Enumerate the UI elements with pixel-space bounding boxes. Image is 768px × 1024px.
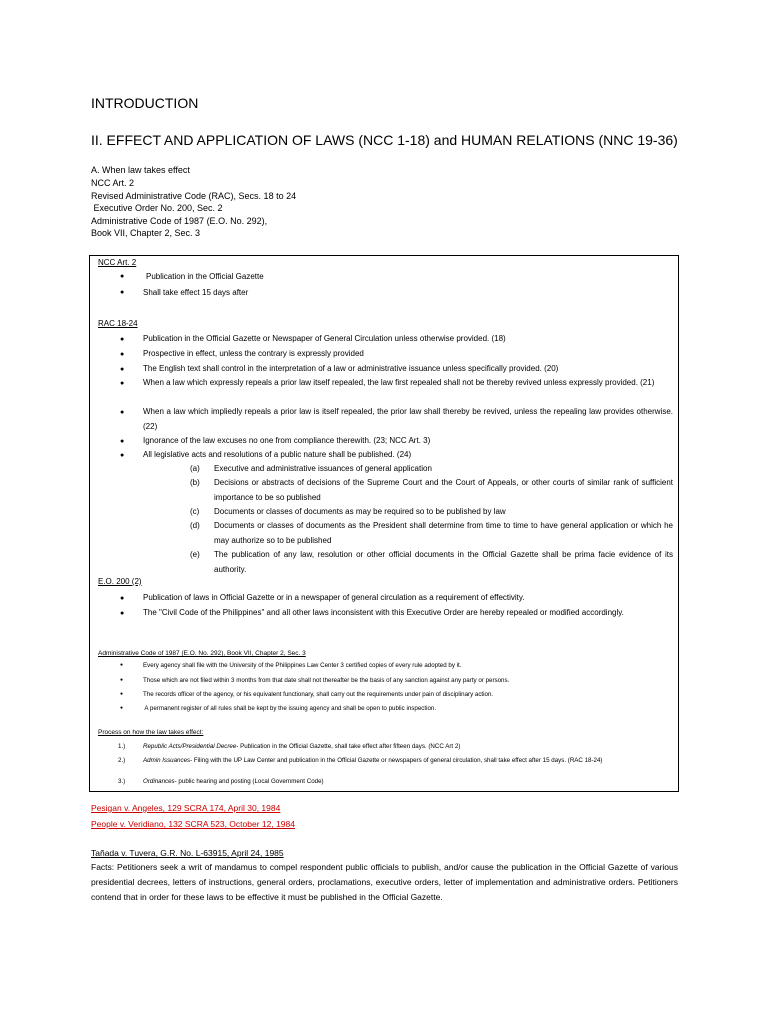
bullet-icon: ●	[120, 336, 125, 343]
admin-code-title: Administrative Code of 1987 (E.O. No. 292), Book VII, Chapter 2, Sec. 3	[98, 650, 306, 657]
eo-title: E.O. 200 (2)	[98, 577, 142, 586]
rac-title: RAC 18-24	[98, 319, 138, 328]
section-a-line: Book VII, Chapter 2, Sec. 3	[91, 228, 201, 239]
heading-introduction: INTRODUCTION	[91, 95, 199, 111]
bullet-icon: ●	[120, 452, 125, 459]
bullet-icon: ●	[120, 366, 125, 373]
rac-subitem: The publication of any law, resolution or other official documents in the Official Gazette shall be prima facie evidence of its authority.	[214, 550, 673, 574]
rac-item: Ignorance of the law excuses no one from compliance therewith. (23; NCC Art. 3)	[143, 436, 431, 445]
ncc-item: Publication in the Official Gazette	[146, 272, 264, 281]
eo-item: The "Civil Code of the Philippines" and all other laws inconsistent with this Executive Order are hereby repealed or modified accordingly.	[143, 608, 624, 617]
bullet-icon: ●	[120, 409, 125, 416]
rac-item: Prospective in effect, unless the contrary is expressly provided	[143, 349, 364, 358]
rac-subitem-label: (e)	[190, 550, 200, 559]
case-link[interactable]: People v. Veridiano, 132 SCRA 523, October 12, 1984	[91, 819, 295, 829]
bullet-icon: ●	[120, 380, 125, 387]
tanada-title: Tañada v. Tuvera, G.R. No. L-63915, April 24, 1985	[91, 848, 284, 858]
rac-subitem: Documents or classes of documents as may be required so to be published by law	[214, 507, 506, 516]
rac-subitem: Decisions or abstracts of decisions of the Supreme Court and the Court of Appeals, or other courts of similar rank of sufficient importance to be so published	[214, 478, 673, 502]
bullet-icon: ●	[120, 595, 125, 602]
heading-effect-application: II. EFFECT AND APPLICATION OF LAWS (NCC 1-18) and HUMAN RELATIONS (NNC 19-36)	[91, 132, 678, 148]
process-text: - Publication in the Official Gazette, shall take effect after fifteen days. (NCC Art 2)	[236, 743, 461, 750]
process-num: 1.)	[118, 743, 126, 750]
bullet-icon: ●	[120, 351, 125, 358]
section-a-line: NCC Art. 2	[91, 178, 135, 189]
process-label: Admin Issuances	[143, 757, 191, 764]
process-label: Republic Acts/Presidential Decree	[143, 743, 237, 750]
process-label: Ordinances	[143, 778, 175, 785]
rac-subitem-label: (a)	[190, 464, 200, 473]
bullet-icon: ●	[120, 438, 125, 445]
admin-item: The records officer of the agency, or his equivalent functionary, shall carry out the requirements under pain of disciplinary action.	[143, 691, 494, 698]
bullet-icon: ●	[120, 691, 124, 697]
rac-subitem: Documents or classes of documents as the President shall determine from time to time to have general application or which he may authorize so to be published	[214, 521, 673, 545]
rac-item: All legislative acts and resolutions of a public nature shall be published. (24)	[143, 450, 412, 459]
tanada-facts: Facts: Petitioners seek a writ of mandamus to compel respondent public officials to publish, and/or cause the publication in the Official Gazette of various presidential decrees, letters of instructions, general orders, proclamations, executive orders, letter of implementation and administrative orders. Petitioners contend that in order for these laws to be effective it must be published in the Official Gazette.	[91, 862, 678, 902]
rac-item: Publication in the Official Gazette or Newspaper of General Circulation unless otherwise provided. (18)	[143, 334, 506, 343]
section-a-line: Revised Administrative Code (RAC), Secs. 18 to 24	[91, 190, 297, 201]
rac-subitem: Executive and administrative issuances of general application	[214, 464, 432, 473]
ncc-title: NCC Art. 2	[98, 258, 137, 267]
case-link[interactable]: Pesigan v. Angeles, 129 SCRA 174, April 30, 1984	[91, 803, 281, 813]
bullet-icon: ●	[120, 677, 124, 683]
section-a-line: Executive Order No. 200, Sec. 2	[91, 203, 223, 214]
rac-subitem-label: (b)	[190, 478, 200, 487]
bullet-icon: ●	[120, 610, 125, 617]
process-num: 2.)	[118, 757, 126, 764]
rac-subitem-label: (d)	[190, 521, 200, 530]
eo-item: Publication of laws in Official Gazette or in a newspaper of general circulation as a requirement of effectivity.	[143, 593, 525, 602]
section-a	[91, 164, 296, 239]
section-a-title: A. When law takes effect	[91, 165, 190, 175]
admin-item: Every agency shall file with the University of the Philippines Law Center 3 certified copies of every rule adopted by it.	[143, 662, 462, 669]
rac-item: When a law which impliedly repeals a prior law is itself repealed, the prior law shall thereby be revived, unless the repealing law provides otherwise. (22)	[143, 407, 673, 431]
bullet-icon: ●	[120, 705, 124, 711]
process-title: Process on how the law takes effect:	[98, 729, 204, 736]
ncc-item: Shall take effect 15 days after	[143, 288, 249, 297]
summary-box	[89, 255, 679, 792]
rac-item: When a law which expressly repeals a prior law itself repealed, the law first repealed shall not be thereby revived unless expressly provided. (21)	[143, 378, 655, 387]
process-num: 3.)	[118, 778, 126, 785]
admin-item: Those which are not filed within 3 months from that date shall not thereafter be the basis of any sanction against any party or persons.	[143, 677, 510, 684]
section-a-line: Administrative Code of 1987 (E.O. No. 292),	[91, 215, 268, 226]
bullet-icon: ●	[120, 273, 125, 280]
bullet-icon: ●	[120, 289, 125, 296]
admin-item: A permanent register of all rules shall be kept by the issuing agency and shall be open to public inspection.	[143, 705, 437, 712]
bullet-icon: ●	[120, 662, 124, 668]
rac-subitem-label: (c)	[190, 507, 200, 516]
process-text: - Filing with the UP Law Center and publication in the Official Gazette or newspapers of general circulation, shall take effect after 15 days. (RAC 18-24)	[190, 757, 603, 764]
rac-item: The English text shall control in the interpretation of a law or administrative issuance unless specifically provided. (20)	[143, 364, 559, 373]
process-text: - public hearing and posting (Local Government Code)	[174, 778, 324, 785]
